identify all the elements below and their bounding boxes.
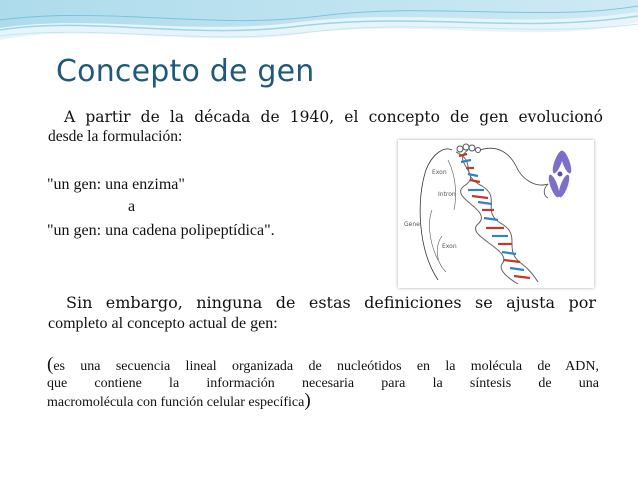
label-exon-top: Exon <box>432 169 447 176</box>
label-exon-bottom: Exon <box>442 243 457 250</box>
quote-one-gene-one-polypeptide: "un gen: una cadena polipeptídica". <box>47 222 275 239</box>
definition-line-2: que contiene la información necesaria para la síntesis de una <box>47 376 599 391</box>
however-line-1: Sin embargo, ninguna de estas definiciones se ajusta por <box>66 293 596 312</box>
slide-title: Concepto de gen <box>56 54 315 89</box>
definition-line-3: macromolécula con función celular específica <box>47 395 305 410</box>
gene-dna-illustration <box>398 140 594 288</box>
definition-paragraph <box>47 356 599 411</box>
label-gene: Gene <box>404 221 420 228</box>
however-line-2: completo al concepto actual de gen: <box>48 315 278 332</box>
intro-line-2: desde la formulación: <box>48 128 183 145</box>
definition-line-1: es una secuencia lineal organizada de nucleótidos en la molécula de ADN, <box>53 359 599 374</box>
quote-one-gene-one-enzyme: "un gen: una enzima" <box>47 176 185 193</box>
definition-close-paren: ) <box>304 390 311 411</box>
label-intron: Intron <box>438 191 456 198</box>
definition-open-paren: ( <box>47 354 54 375</box>
however-paragraph <box>48 292 596 334</box>
connector-text: a <box>128 198 136 215</box>
chromosome-shape <box>547 150 574 199</box>
dna-chromosome-diagram <box>398 140 594 288</box>
intro-line-1: A partir de la década de 1940, el concepto de gen evolucionó <box>64 108 603 126</box>
